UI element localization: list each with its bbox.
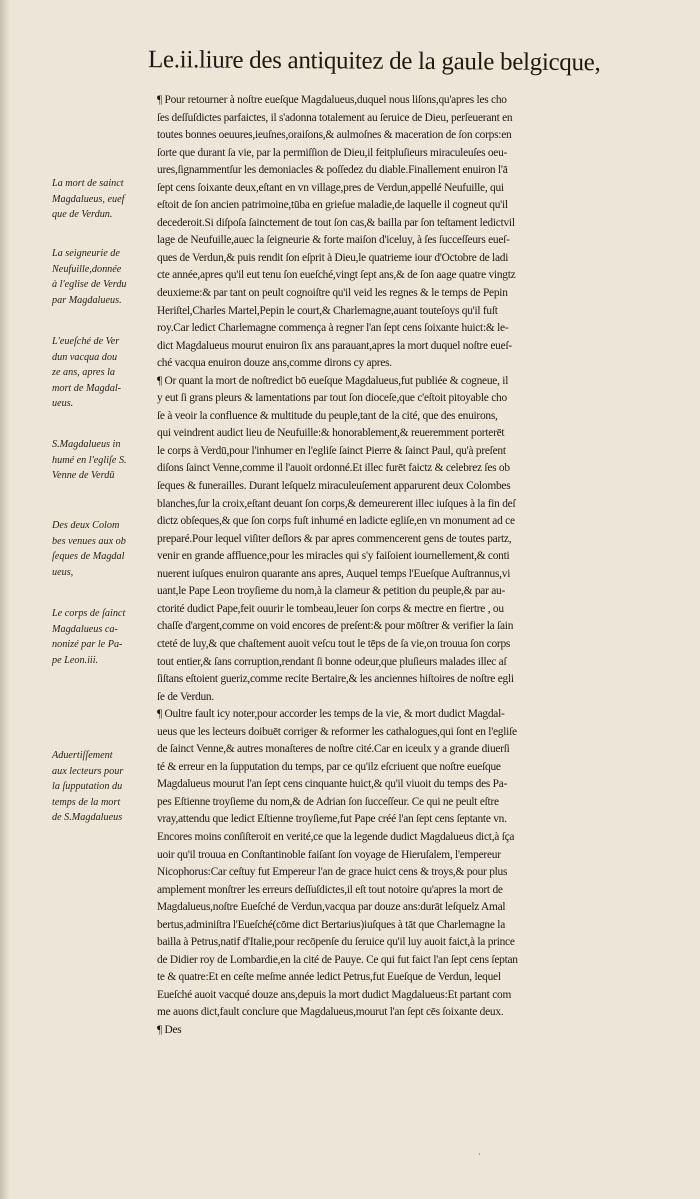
margin-note-line: bes venues aux ob bbox=[52, 535, 126, 547]
margin-note-line: La mort de sainct bbox=[52, 178, 124, 189]
body-line: amplement monſtrer les erreurs deſſuſdictes,il eſt tout notoire qu'apres la mort de bbox=[157, 883, 503, 896]
margin-note-line: la ſupputation du bbox=[52, 781, 123, 792]
body-line: ſe à veoir la confluence & multitude du peuple,tant de la cité, que des enuirons, bbox=[157, 409, 498, 422]
margin-note-line: que de Verdun. bbox=[52, 209, 113, 220]
margin-note-line: Neufuille,donnée bbox=[52, 263, 122, 275]
body-line: ¶ Or quant la mort de noſtredict bō eueſque Magdalueus,fut publiée & cogneue, il bbox=[157, 374, 509, 387]
margin-note-line: temps de la mort bbox=[52, 796, 121, 808]
margin-note-line: Des deux Colom bbox=[52, 520, 120, 531]
body-line: te & quatre:Et en ceſte meſme année ledict Petrus,fut Eueſque de Verdun, lequel bbox=[157, 971, 501, 984]
page-speck: · bbox=[478, 1150, 481, 1160]
body-line: ¶ Pour retourner à noſtre eueſque Magdalueus,duquel nous liſons,qu'apres les cho bbox=[157, 94, 507, 106]
body-line: Nicophorus:Car ceſtuy fut Empereur l'an de grace huict cens & troys,& pour plus bbox=[157, 866, 508, 879]
body-line: uant,le Pape Leon troyſieme du nom,à la clameur & petition du peuple,& par au- bbox=[157, 585, 506, 598]
body-line: Eueſché auoit vacqué douze ans,depuis la mort dudict Magdalueus:Et partant com bbox=[157, 988, 512, 1001]
body-line: de ſainct Venne,& autres monaſteres de noſtre cité.Car en iceulx y a grande diuerſi bbox=[157, 743, 510, 756]
body-line: ſorte que durant ſa vie, par la permiſſion de Dieu,il feitpluſieurs miraculeuſes oeu- bbox=[157, 146, 508, 159]
body-line: roy.Car ledict Charlemagne commença à regner l'an ſept cens ſoixante huict:& le- bbox=[157, 322, 509, 335]
body-line: deuxieme:& par tant on peult cognoiſtre qu'il veid les regnes & le temps de Pepin bbox=[157, 287, 508, 300]
margin-note-line: mort de Magdal- bbox=[52, 382, 122, 394]
margin-note-line: pe Leon.iii. bbox=[52, 654, 99, 666]
margin-note-line: L'eueſché de Ver bbox=[52, 336, 120, 347]
margin-note bbox=[52, 246, 152, 308]
margin-note-line: Magdalueus, euef bbox=[52, 193, 125, 205]
running-header: Le.ii.liure des antiquitez de la gaule belgicque, bbox=[147, 46, 601, 77]
margin-note-line: dun vacqua dou bbox=[52, 351, 118, 363]
margin-note-line: Aduertiſſement bbox=[52, 750, 113, 761]
margin-note bbox=[52, 606, 152, 668]
body-line: ueus que les lecteurs doibuēt corriger & reformer les cathalogues,qui ſont en l'egliſe bbox=[157, 725, 517, 738]
body-line: ſept cens ſoixante deux,eſtant en vn village,pres de Verdun,appellé Neufuille, qui bbox=[157, 181, 504, 194]
body-line: bailla à Petrus,natif d'Italie,pour recōpenſe du ſeruice qu'il luy auoit faict,à la prince bbox=[157, 936, 515, 949]
margin-note-line: ze ans, apres la bbox=[52, 367, 116, 378]
body-line: dictz obſeques,& que ſon corps fuſt inhumé en ladicte egliſe,en vn monument ad ce bbox=[157, 515, 515, 528]
margin-note bbox=[52, 437, 152, 484]
margin-note-line: La seigneurie de bbox=[52, 248, 120, 259]
body-line: ché vacqua enuiron douze ans,comme dirons cy apres. bbox=[157, 357, 392, 370]
body-line: ſiſtans eſtoient gueriz,comme recite Bertaire,& les anciennes hiſtoires de noſtre egli bbox=[157, 673, 514, 686]
margin-note-line: à l'eglise de Verdu bbox=[52, 279, 127, 290]
margin-note-line: Le corps de ſainct bbox=[52, 608, 126, 619]
body-line: le corps à Verdū,pour l'inhumer en l'egliſe ſainct Pierre & ſainct Paul, qu'à preſent bbox=[157, 444, 506, 457]
margin-note bbox=[52, 748, 152, 826]
body-line: ſeques & funerailles. Durant leſquelz miraculeuſement apparurent deux Colombes bbox=[157, 480, 511, 493]
body-line: tout entier,& ſans corruption,rendant ſi bonne odeur,que pluſieurs malades illec aſ bbox=[157, 655, 507, 668]
body-line: cte année,apres qu'il eut tenu ſon eueſché,vingt ſept ans,& de ſon aage quatre vingtz bbox=[157, 269, 516, 282]
body-line: ctorité dudict Pape,feit ouurir le tombeau,leuer ſon corps & mectre en fiertre , ou bbox=[157, 602, 504, 615]
body-line: Magdalueus mourut l'an ſept cens cinquante huict,& qu'il viuoit du temps des Pa- bbox=[157, 778, 508, 791]
page-edge-shadow bbox=[0, 0, 10, 1199]
body-line: lage de Neufuille,auec la ſeigneurie & forte maiſon d'iceluy, à ſes ſucceſſeurs eueſ- bbox=[157, 234, 510, 247]
body-line: Encores moins conſiſteroit en verité,ce que la legende dudict Magdalueus dict,à ſça bbox=[157, 830, 515, 843]
margin-note bbox=[52, 176, 152, 223]
body-line: chaſſe d'argent,comme on void encores de preſent:& pour mōſtrer & verifier la ſain bbox=[157, 620, 514, 633]
margin-note-line: par Magdalueus. bbox=[52, 294, 122, 306]
body-line: toutes bonnes oeuures,ieuſnes,oraiſons,& aulmoſnes & maceration de ſon corps:en bbox=[157, 129, 512, 142]
margin-note-line: de S.Magdalueus bbox=[52, 812, 123, 823]
body-line: ſes deſſuſdictes parfaictes, il s'adonna totalement au ſeruice de Dieu, perſeuerant en bbox=[157, 111, 513, 124]
body-line: ſe de Verdun. bbox=[157, 690, 214, 703]
margin-note-line: humé en l'egliſe S. bbox=[52, 454, 127, 466]
body-line: nuerent iuſques enuiron quarante ans apres, Auquel temps l'Eueſque Auſtrannus,vi bbox=[157, 567, 511, 580]
body-line: diſons ſainct Venne,comme il l'auoit ordonné.Et illec furēt faictz & celebrez ſes ob bbox=[157, 462, 510, 475]
body-text bbox=[157, 92, 687, 1040]
body-line: ¶ Des bbox=[157, 1023, 182, 1036]
body-line: pes Eſtienne troyſieme du nom,& de Adrian ſon ſucceſſeur. Ce qui ne peult eſtre bbox=[157, 795, 499, 808]
margin-note-line: ueus. bbox=[52, 398, 74, 409]
margin-note-line: nonizé par le Pa- bbox=[52, 639, 123, 650]
margin-note-line: ueus, bbox=[52, 566, 74, 578]
body-line: dict Magdalueus mourut enuiron ſix ans parauant,apres la mort duquel noſtre eueſ- bbox=[157, 339, 512, 352]
body-line: qui veindrent audict lieu de Neufuille:& honorablement,& reueremment porterēt bbox=[157, 427, 505, 440]
body-line: Heriſtel,Charles Martel,Pepin le court,& Charlemagne,auant touteſoys qu'il fuſt bbox=[157, 304, 498, 317]
margin-note-line: Magdalueus ca- bbox=[52, 623, 118, 635]
body-line: bertus,adminiſtra l'Eueſché(cōme dict Bertarius)iuſques à tāt que Charlemagne la bbox=[157, 918, 505, 931]
body-line: me auons dict,fault conclure que Magdalueus,mourut l'an ſept cēs ſoixante deux. bbox=[157, 1006, 504, 1019]
body-line: cteté de luy,& que chaſtement auoit veſcu tout le tēps de ſa vie,on trouua ſon corps bbox=[157, 637, 511, 650]
body-line: blanches,ſur la croix,eſtant deuant ſon corps,& demeurerent illec iuſques à la fin deſ bbox=[157, 497, 516, 510]
body-line: venir en grande affluence,pour les miracles qui s'y faiſoient iournellement,& conti bbox=[157, 550, 510, 563]
body-line: ¶ Oultre fault icy noter,pour accorder les temps de la vie, & mort dudict Magdal- bbox=[157, 708, 505, 721]
body-line: Magdalueus,noſtre Eueſché de Verdun,vacqua par douze ans:durāt leſquelz Amal bbox=[157, 901, 506, 914]
body-line: ques de Verdun,& puis rendit ſon eſprit à Dieu,le quatrieme iour d'Octobre de ladi bbox=[157, 251, 509, 264]
margin-note-line: Venne de Verdū bbox=[52, 470, 115, 481]
body-line: vray,attendu que ledict Eſtienne troyſieme,fut Pape créé l'an ſept cens ſeptante vn. bbox=[157, 813, 507, 826]
margin-note-line: ſeques de Magdal bbox=[52, 551, 125, 562]
body-line: uoir qu'il trouua en Conſtantinoble faiſant ſon voyage de Hieruſalem, l'empereur bbox=[157, 848, 501, 861]
margin-note bbox=[52, 334, 152, 412]
margin-note-line: aux lecteurs pour bbox=[52, 765, 124, 777]
body-line: té & erreur en la ſupputation du temps, par ce qu'ilz eſcriuent que noſtre eueſque bbox=[157, 760, 501, 773]
body-line: y eut ſi grans pleurs & lamentations par tout ſon dioceſe,que c'eſtoit pitoyable cho bbox=[157, 392, 507, 405]
body-line: de Didier roy de Lombardie,en la cité de Pauye. Ce qui fut faict l'an ſept cens ſeptan bbox=[157, 953, 518, 966]
body-line: decederoit.Si diſpoſa ſainctement de tout ſon cas,& bailla par ſon teſtament ledictvil bbox=[157, 216, 515, 229]
margin-note-line: S.Magdalueus in bbox=[52, 439, 121, 450]
body-line: ures,ſignammentſur les demoniacles & poſſedez du diable.Finallement enuiron l'ā bbox=[157, 164, 508, 177]
margin-note bbox=[52, 518, 152, 580]
body-line: eſtoit de ſon ancien patrimoine,tūba en grieſue maladie,de laquelle il cogneut qu'il bbox=[157, 199, 508, 212]
body-line: preparé.Pour lequel viſiter deſlors & par apres commencerent gens de toutes partz, bbox=[157, 532, 512, 545]
